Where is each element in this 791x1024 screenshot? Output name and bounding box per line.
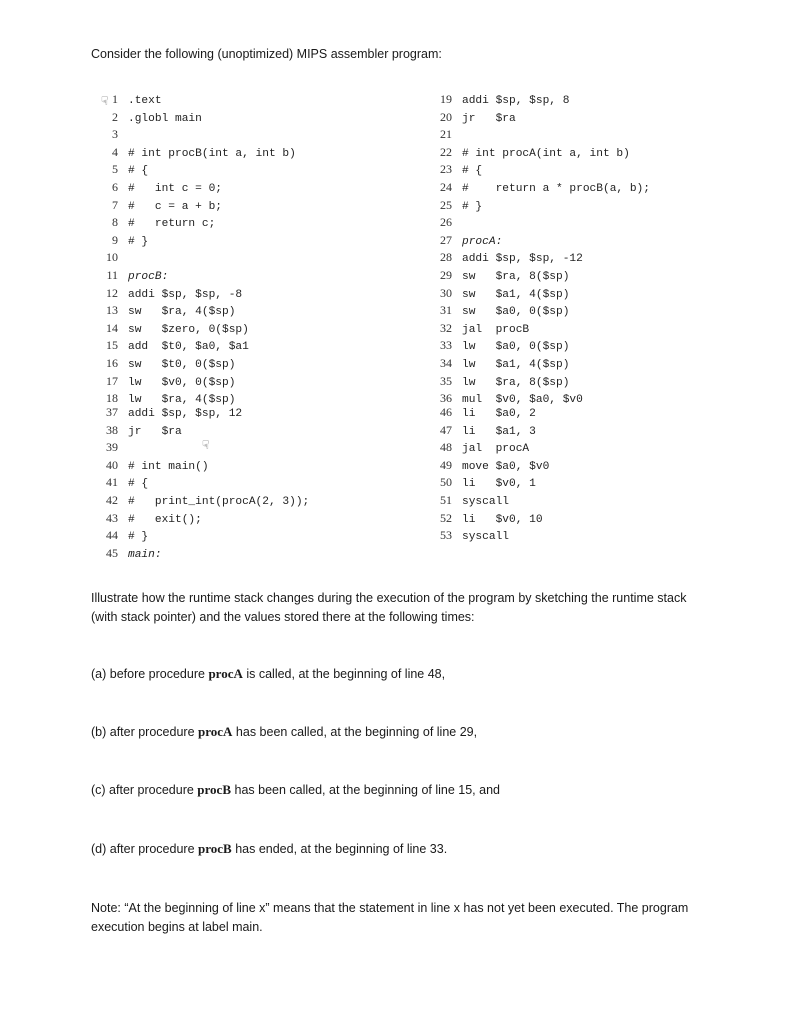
- code-text: # }: [128, 531, 149, 544]
- code-text: # }: [462, 200, 483, 213]
- code-line: [432, 162, 650, 180]
- item-a-proc: procA: [208, 666, 243, 681]
- code-text: sw $ra, 4($sp): [128, 306, 236, 319]
- question-item-b: [91, 724, 477, 740]
- code-line: [98, 233, 296, 251]
- code-line: [432, 286, 650, 304]
- item-c-post: has been called, at the beginning of line 15, and: [231, 783, 500, 797]
- item-c-pre: (c) after procedure: [91, 783, 198, 797]
- line-number: 12: [106, 285, 118, 300]
- line-number: 49: [440, 457, 452, 472]
- code-text: lw $a1, 4($sp): [462, 358, 570, 371]
- instructions-text: Illustrate how the runtime stack changes during the execution of the program by sketching the runtime stack (with stack pointer) and the values stored there at the following times:: [91, 591, 687, 624]
- code-text: # int procB(int a, int b): [128, 147, 296, 160]
- line-number: 17: [106, 373, 118, 388]
- code-text: li $v0, 1: [462, 478, 536, 491]
- code-text: jr $ra: [462, 112, 516, 125]
- code-text: jal procA: [462, 443, 530, 456]
- code-text: # {: [128, 478, 149, 491]
- line-number: 37: [106, 405, 118, 419]
- line-number: 19: [440, 92, 452, 106]
- code-text: # print_int(procA(2, 3));: [128, 495, 310, 508]
- line-number: 5: [112, 162, 118, 177]
- item-d-pre: (d) after procedure: [91, 842, 198, 856]
- code-line: [98, 110, 296, 128]
- code-text: procB:: [128, 270, 169, 283]
- line-number: 3: [112, 127, 118, 142]
- line-number: 45: [106, 545, 118, 560]
- code-line: [98, 493, 309, 511]
- code-line: [432, 338, 650, 356]
- line-number: 21: [440, 127, 452, 142]
- code-block-lines-1-18: [98, 92, 296, 409]
- line-number: 36: [440, 391, 452, 406]
- line-number: 43: [106, 510, 118, 525]
- line-number: 13: [106, 303, 118, 318]
- code-line: [98, 127, 296, 145]
- code-text: sw $ra, 8($sp): [462, 270, 570, 283]
- code-line: [432, 405, 549, 423]
- code-line: [98, 250, 296, 268]
- line-number: 47: [440, 422, 452, 437]
- code-text: mul $v0, $a0, $v0: [462, 394, 583, 407]
- line-number: 23: [440, 162, 452, 177]
- code-line: [98, 405, 309, 423]
- item-d-proc: procB: [198, 841, 232, 856]
- code-line: [432, 198, 650, 216]
- code-text: li $a1, 3: [462, 425, 536, 438]
- code-line: [432, 145, 650, 163]
- code-line: [432, 233, 650, 251]
- code-line: [432, 356, 650, 374]
- line-number: 35: [440, 373, 452, 388]
- code-line: [432, 215, 650, 233]
- line-number: 16: [106, 355, 118, 370]
- code-text: # int c = 0;: [128, 182, 222, 195]
- line-number: 34: [440, 355, 452, 370]
- code-line: [98, 162, 296, 180]
- code-line: [432, 303, 650, 321]
- line-number: 25: [440, 197, 452, 212]
- code-text: lw $ra, 8($sp): [462, 376, 570, 389]
- line-number: 15: [106, 338, 118, 353]
- code-text: addi $sp, $sp, -12: [462, 253, 583, 266]
- code-text: li $v0, 10: [462, 513, 543, 526]
- code-text: # exit();: [128, 513, 202, 526]
- code-text: jal procB: [462, 323, 530, 336]
- code-line: [432, 268, 650, 286]
- item-a-pre: (a) before procedure: [91, 667, 209, 681]
- code-text: sw $t0, 0($sp): [128, 358, 236, 371]
- code-line: [432, 475, 549, 493]
- code-block-lines-19-36: [432, 92, 650, 409]
- line-number: 28: [440, 250, 452, 265]
- code-text: addi $sp, $sp, 8: [462, 95, 570, 107]
- code-line: [432, 110, 650, 128]
- code-text: # int main(): [128, 460, 209, 473]
- code-block-lines-37-45: [98, 405, 309, 563]
- code-line: [98, 528, 309, 546]
- code-line: [432, 493, 549, 511]
- line-number: 8: [112, 215, 118, 230]
- question-item-a: [91, 666, 445, 682]
- code-text: procA:: [462, 235, 503, 248]
- code-text: .globl main: [128, 112, 202, 125]
- code-text: addi $sp, $sp, 12: [128, 408, 243, 420]
- line-number: 9: [112, 232, 118, 247]
- code-text: # return c;: [128, 218, 216, 231]
- code-text: .text: [128, 95, 162, 107]
- line-number: 11: [106, 267, 118, 282]
- item-b-post: has been called, at the beginning of line 29,: [232, 725, 478, 739]
- line-number: 40: [106, 457, 118, 472]
- line-number: 39: [106, 440, 118, 455]
- item-d-post: has ended, at the beginning of line 33.: [231, 842, 448, 856]
- code-line: [432, 250, 650, 268]
- item-b-proc: procA: [198, 724, 233, 739]
- line-number: 38: [106, 422, 118, 437]
- code-text: syscall: [462, 495, 509, 508]
- intro-text: Consider the following (unoptimized) MIPS assembler program:: [91, 47, 442, 61]
- line-number: 29: [440, 267, 452, 282]
- code-text: li $a0, 2: [462, 408, 536, 420]
- line-number: 6: [112, 179, 118, 194]
- hand-cursor-icon: ☟: [101, 94, 109, 108]
- code-text: sw $a1, 4($sp): [462, 288, 570, 301]
- line-number: 26: [440, 215, 452, 230]
- code-text: # {: [462, 165, 483, 178]
- line-number: 18: [106, 391, 118, 406]
- item-a-post: is called, at the beginning of line 48,: [242, 667, 446, 681]
- line-number: 20: [440, 109, 452, 124]
- line-number: 53: [440, 528, 452, 543]
- code-line: [98, 338, 296, 356]
- question-item-c: [91, 782, 500, 798]
- code-line: [432, 127, 650, 145]
- code-line: [98, 215, 296, 233]
- code-line: [98, 458, 309, 476]
- line-number: 33: [440, 338, 452, 353]
- line-number: 51: [440, 492, 452, 507]
- line-number: 32: [440, 320, 452, 335]
- line-number: 4: [112, 144, 118, 159]
- code-text: addi $sp, $sp, -8: [128, 288, 243, 301]
- line-number: 14: [106, 320, 118, 335]
- item-b-pre: (b) after procedure: [91, 725, 198, 739]
- code-text: lw $v0, 0($sp): [128, 376, 236, 389]
- code-line: [98, 511, 309, 529]
- code-line: [98, 374, 296, 392]
- code-line: [432, 374, 650, 392]
- code-text: sw $zero, 0($sp): [128, 323, 249, 336]
- hand-cursor-icon: ☟: [202, 438, 210, 452]
- code-text: main:: [128, 548, 162, 561]
- code-line: [432, 528, 549, 546]
- code-text: # }: [128, 235, 149, 248]
- code-text: move $a0, $v0: [462, 460, 550, 473]
- code-line: [98, 286, 296, 304]
- code-line: [98, 180, 296, 198]
- code-line: [98, 475, 309, 493]
- line-number: 41: [106, 475, 118, 490]
- line-number: 42: [106, 492, 118, 507]
- code-text: # return a * procB(a, b);: [462, 182, 650, 195]
- line-number: 50: [440, 475, 452, 490]
- line-number: 1: [112, 92, 118, 106]
- code-line: [98, 546, 309, 564]
- line-number: 27: [440, 232, 452, 247]
- code-line: [432, 423, 549, 441]
- code-line: [432, 511, 549, 529]
- line-number: 44: [106, 528, 118, 543]
- code-text: # {: [128, 165, 149, 178]
- code-text: sw $a0, 0($sp): [462, 306, 570, 319]
- code-block-lines-46-53: [432, 405, 549, 546]
- code-text: # int procA(int a, int b): [462, 147, 630, 160]
- code-text: syscall: [462, 531, 509, 544]
- code-line: [98, 321, 296, 339]
- code-text: add $t0, $a0, $a1: [128, 341, 249, 354]
- item-c-proc: procB: [197, 782, 232, 797]
- code-line: [432, 440, 549, 458]
- line-number: 7: [112, 197, 118, 212]
- line-number: 2: [112, 109, 118, 124]
- line-number: 22: [440, 144, 452, 159]
- code-text: lw $a0, 0($sp): [462, 341, 570, 354]
- code-line: [98, 356, 296, 374]
- code-line: [98, 145, 296, 163]
- code-text: lw $ra, 4($sp): [128, 394, 236, 407]
- code-line: [98, 198, 296, 216]
- code-line: [98, 303, 296, 321]
- line-number: 48: [440, 440, 452, 455]
- code-line: [432, 180, 650, 198]
- line-number: 30: [440, 285, 452, 300]
- code-line: [98, 92, 296, 110]
- code-line: [432, 321, 650, 339]
- code-line: [98, 268, 296, 286]
- line-number: 52: [440, 510, 452, 525]
- line-number: 10: [106, 250, 118, 265]
- code-line: [432, 92, 650, 110]
- line-number: 31: [440, 303, 452, 318]
- code-text: # c = a + b;: [128, 200, 222, 213]
- note-text: Note: “At the beginning of line x” means that the statement in line x has not yet been executed. The program execution begins at label main.: [91, 901, 689, 934]
- code-text: jr $ra: [128, 425, 182, 438]
- question-item-d: [91, 841, 447, 857]
- code-line: [432, 458, 549, 476]
- line-number: 24: [440, 179, 452, 194]
- line-number: 46: [440, 405, 452, 419]
